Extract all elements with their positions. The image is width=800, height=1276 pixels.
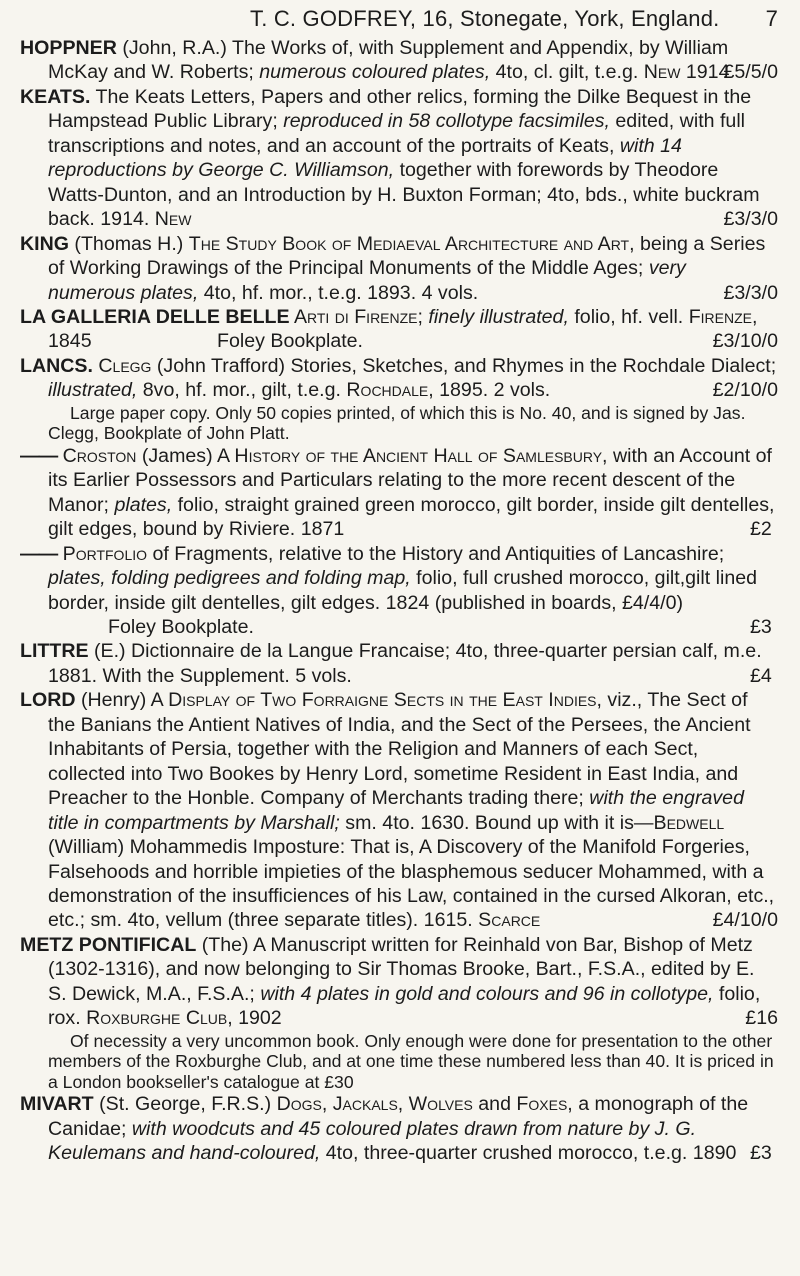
entry-lancs-croston: —— Croston (James) A History of the Ancient Hall of Samlesbury, with an Account of its Earlier Possessors and Particulars relating to the more recent descent of the Manor; plates, folio, straight grained green morocco, gilt border, inside gilt dentelles, gilt edges, bound by Riviere. 1871 £2: [20, 444, 775, 541]
entry-smallcaps: Rochdale,: [346, 379, 434, 402]
entry-text: folio, rox.: [48, 982, 761, 1030]
entry-italic: reproduced in 58 collotype facsimiles,: [283, 110, 610, 133]
entry-italic: with woodcuts and 45 coloured plates drawn from nature by J. G. Keulemans and hand-coloured,: [48, 1117, 697, 1165]
entry-price: £3/3/0: [723, 208, 778, 231]
entry-text: (Thomas H.): [68, 232, 189, 255]
entry-text: (Henry) A: [75, 689, 169, 712]
entry-heading: LORD: [20, 689, 76, 712]
entry-heading: ——: [20, 444, 58, 467]
entry-text: 1902: [232, 1007, 282, 1030]
entry-text: 4to, cl. gilt, t.e.g.: [490, 61, 644, 84]
bookplate-note: Foley Bookplate.: [108, 615, 254, 638]
entry-italic: plates, folding pedigrees and folding map,: [48, 567, 411, 590]
entry-metz-pontifical: [20, 933, 778, 1031]
entry-heading: METZ PONTIFICAL: [20, 933, 197, 956]
entry-text: (John, R.A.) The Works of, with Supplement and Appendix, by William McKay and W. Roberts;: [48, 37, 729, 84]
entry-heading: ——: [20, 542, 58, 565]
entry-heading: LANCS.: [20, 354, 93, 377]
entry-italic: with 4 plates in gold and colours and 96 in collotype,: [260, 982, 714, 1005]
entry-smallcaps: Bedwell: [653, 811, 725, 834]
entry-text: (The) A Manuscript written for Reinhald von Bar, Bishop of Metz (1302-1316), and now belonging to Sir Thomas Brooke, Bart., F.S.A., edited by E. S. Dewick, M.A., F.S.A.;: [48, 933, 755, 1005]
entry-text: 1845: [48, 330, 92, 353]
entry-text: viz., The Sect of the Banians the Antient Natives of India, and the Sect of the Persees, the Ancient Inhabitants of Persia, together with the Religion and Manners of each Sect, collected into Two Bookes by Henry Lord, sometime Resident in East India, and Preacher to the Honble. Company of Merchants trading there;: [48, 689, 751, 810]
entry-smallcaps: Clegg: [92, 354, 152, 377]
entry-smallcaps: New: [154, 208, 192, 231]
entry-text: and: [472, 1093, 517, 1116]
entry-heading: LITTRE: [20, 640, 89, 663]
entry-italic: with 14 reproductions by George C. Williamson,: [48, 134, 682, 182]
entry-text: folio, hf. vell.: [568, 305, 689, 328]
entry-smallcaps: Portfolio: [57, 542, 148, 565]
entry-lord: [20, 688, 778, 933]
entry-littre: LITTRE (E.) Dictionnaire de la Langue Francaise; 4to, three-quarter persian calf, m.e. 1881. With the Supplement. 5 vols. £4: [20, 640, 772, 687]
entry-price: £3/3/0: [723, 281, 778, 304]
entry-smallcaps: Display of Two Forraigne Sects in the East Indies,: [168, 689, 602, 712]
entry-italic: very numerous plates,: [48, 257, 686, 304]
entry-text: (E.) Dictionnaire de la Langue Francaise; 4to, three-quarter persian calf, m.e. 1881. With the Supplement. 5 vols.: [48, 640, 762, 687]
entry-italic: numerous coloured plates,: [259, 61, 491, 84]
entry-text: (James) A: [136, 444, 235, 467]
entry-text: of Fragments, relative to the History and Antiquities of Lancashire;: [147, 542, 725, 565]
bookplate-note: Foley Bookplate.: [217, 330, 363, 353]
entry-text: (St. George, F.R.S.): [93, 1093, 277, 1116]
entry-smallcaps: The Study Book of Mediaeval Architecture and Art,: [188, 232, 635, 255]
entry-hoppner: [20, 36, 778, 85]
entry-text: folio, straight grained green morocco, gilt border, inside gilt dentelles, gilt edges, bound by Riviere. 1871: [48, 493, 775, 541]
entry-smallcaps: Arti di Firenze;: [289, 305, 423, 328]
entry-italic: finely illustrated,: [422, 305, 569, 328]
entry-heading: MIVART: [20, 1093, 94, 1116]
entry-text: 4to, three-quarter crushed morocco, t.e.g. 1890: [320, 1142, 737, 1165]
entry-smallcaps: Croston: [57, 444, 137, 467]
entry-la-galleria: [20, 305, 778, 354]
entry-smallcaps: New: [643, 61, 681, 84]
entry-text: 1895. 2 vols.: [433, 379, 551, 402]
entry-heading: KEATS.: [20, 85, 91, 108]
running-head: [20, 6, 778, 36]
catalogue-entries: [20, 36, 778, 1166]
entry-lancs-portfolio: —— Portfolio of Fragments, relative to the History and Antiquities of Lancashire; plates, folding pedigrees and folding map, folio, full crushed morocco, gilt,gilt lined border, inside gilt dentelles, gilt edges. 1824 (published in boards, £4/4/0) Foley Bookplate. £3: [20, 542, 772, 638]
entry-note: Large paper copy. Only 50 copies printed, of which this is No. 40, and is signed by Jas. Clegg, Bookplate of John Platt.: [48, 402, 746, 444]
entry-text: (William) Mohammedis Imposture: That is, A Discovery of the Manifold Forgeries, Falsehoods and horrible impieties of the blasphemous seducer Mohammed, with a demonstration of the insufficiences of his Law, contained in the cursed Alkoran, etc., etc.; sm. 4to, vellum (three separate titles). 1615.: [48, 836, 775, 932]
entry-italic: with the engraved title in compartments by Marshall;: [48, 787, 744, 834]
entry-text: together with forewords by Theodore Watts-Dunton, and an Introduction by H. Buxton Forman; 4to, bds., white buckram back. 1914.: [48, 159, 760, 231]
entry-italic: illustrated,: [48, 379, 138, 402]
entry-price: £3/10/0: [712, 330, 778, 353]
entry-text: sm. 4to. 1630. Bound up with it is—: [339, 811, 654, 834]
entry-text: 1914: [680, 61, 730, 84]
entry-smallcaps: History of the Ancient Hall of Samlesbury,: [234, 444, 608, 467]
entry-heading: KING: [20, 232, 69, 255]
running-head-text: T. C. GODFREY, 16, Stonegate, York, England.: [250, 6, 720, 31]
entry-text: The Keats Letters, Papers and other relics, forming the Dilke Bequest in the Hampstead Public Library;: [48, 85, 752, 133]
entry-keats: [20, 85, 778, 232]
entry-mivart: MIVART (St. George, F.R.S.) Dogs, Jackals, Wolves and Foxes, a monograph of the Canidae; with woodcuts and 45 coloured plates drawn from nature by J. G. Keulemans and hand-coloured, 4to, three-quarter crushed morocco, t.e.g. 1890 £3: [20, 1093, 772, 1165]
entry-text: edited, with full transcriptions and notes, and an account of the portraits of Keats,: [48, 110, 746, 157]
entry-text: (John Trafford) Stories, Sketches, and Rhymes in the Rochdale Dialect;: [151, 354, 777, 377]
entry-text: 4to, hf. mor., t.e.g. 1893. 4 vols.: [198, 281, 479, 304]
entry-text: being a Series of Working Drawings of the Principal Monuments of the Middle Ages;: [48, 232, 766, 280]
entry-smallcaps: Dogs, Jackals, Wolves: [276, 1093, 473, 1116]
entry-smallcaps: Foxes,: [516, 1093, 573, 1116]
entry-italic: plates,: [114, 493, 173, 516]
entry-lancs-clegg: [20, 354, 778, 403]
entry-text: folio, full crushed morocco, gilt,gilt lined border, inside gilt dentelles, gilt edges. 1824 (published in boards, £4/4/0): [48, 567, 758, 614]
entry-text: with an Account of its Earlier Possessors and Particulars relating to the more recent descent of the Manor;: [48, 444, 772, 516]
entry-smallcaps: Scarce: [478, 909, 541, 932]
entry-heading: HOPPNER: [20, 37, 117, 59]
entry-price: £16: [745, 1007, 778, 1030]
entry-price: £2/10/0: [712, 379, 778, 402]
page-number: 7: [765, 6, 778, 31]
entry-price: £5/5/0: [723, 61, 778, 84]
entry-smallcaps: Roxburghe Club,: [86, 1007, 233, 1030]
entry-note: Of necessity a very uncommon book. Only enough were done for presentation to the other members of the Roxburghe Club, and at one time these numbered less than 40. It is priced in a London bookseller's catalogue at £30: [48, 1030, 774, 1092]
entry-text: 8vo, hf. mor., gilt, t.e.g.: [137, 379, 347, 402]
entry-price: £4/10/0: [712, 909, 778, 932]
entry-smallcaps: Firenze,: [688, 305, 758, 328]
entry-text: a monograph of the Canidae;: [48, 1093, 749, 1140]
entry-king: [20, 232, 778, 305]
entry-heading: LA GALLERIA DELLE BELLE: [20, 305, 290, 328]
